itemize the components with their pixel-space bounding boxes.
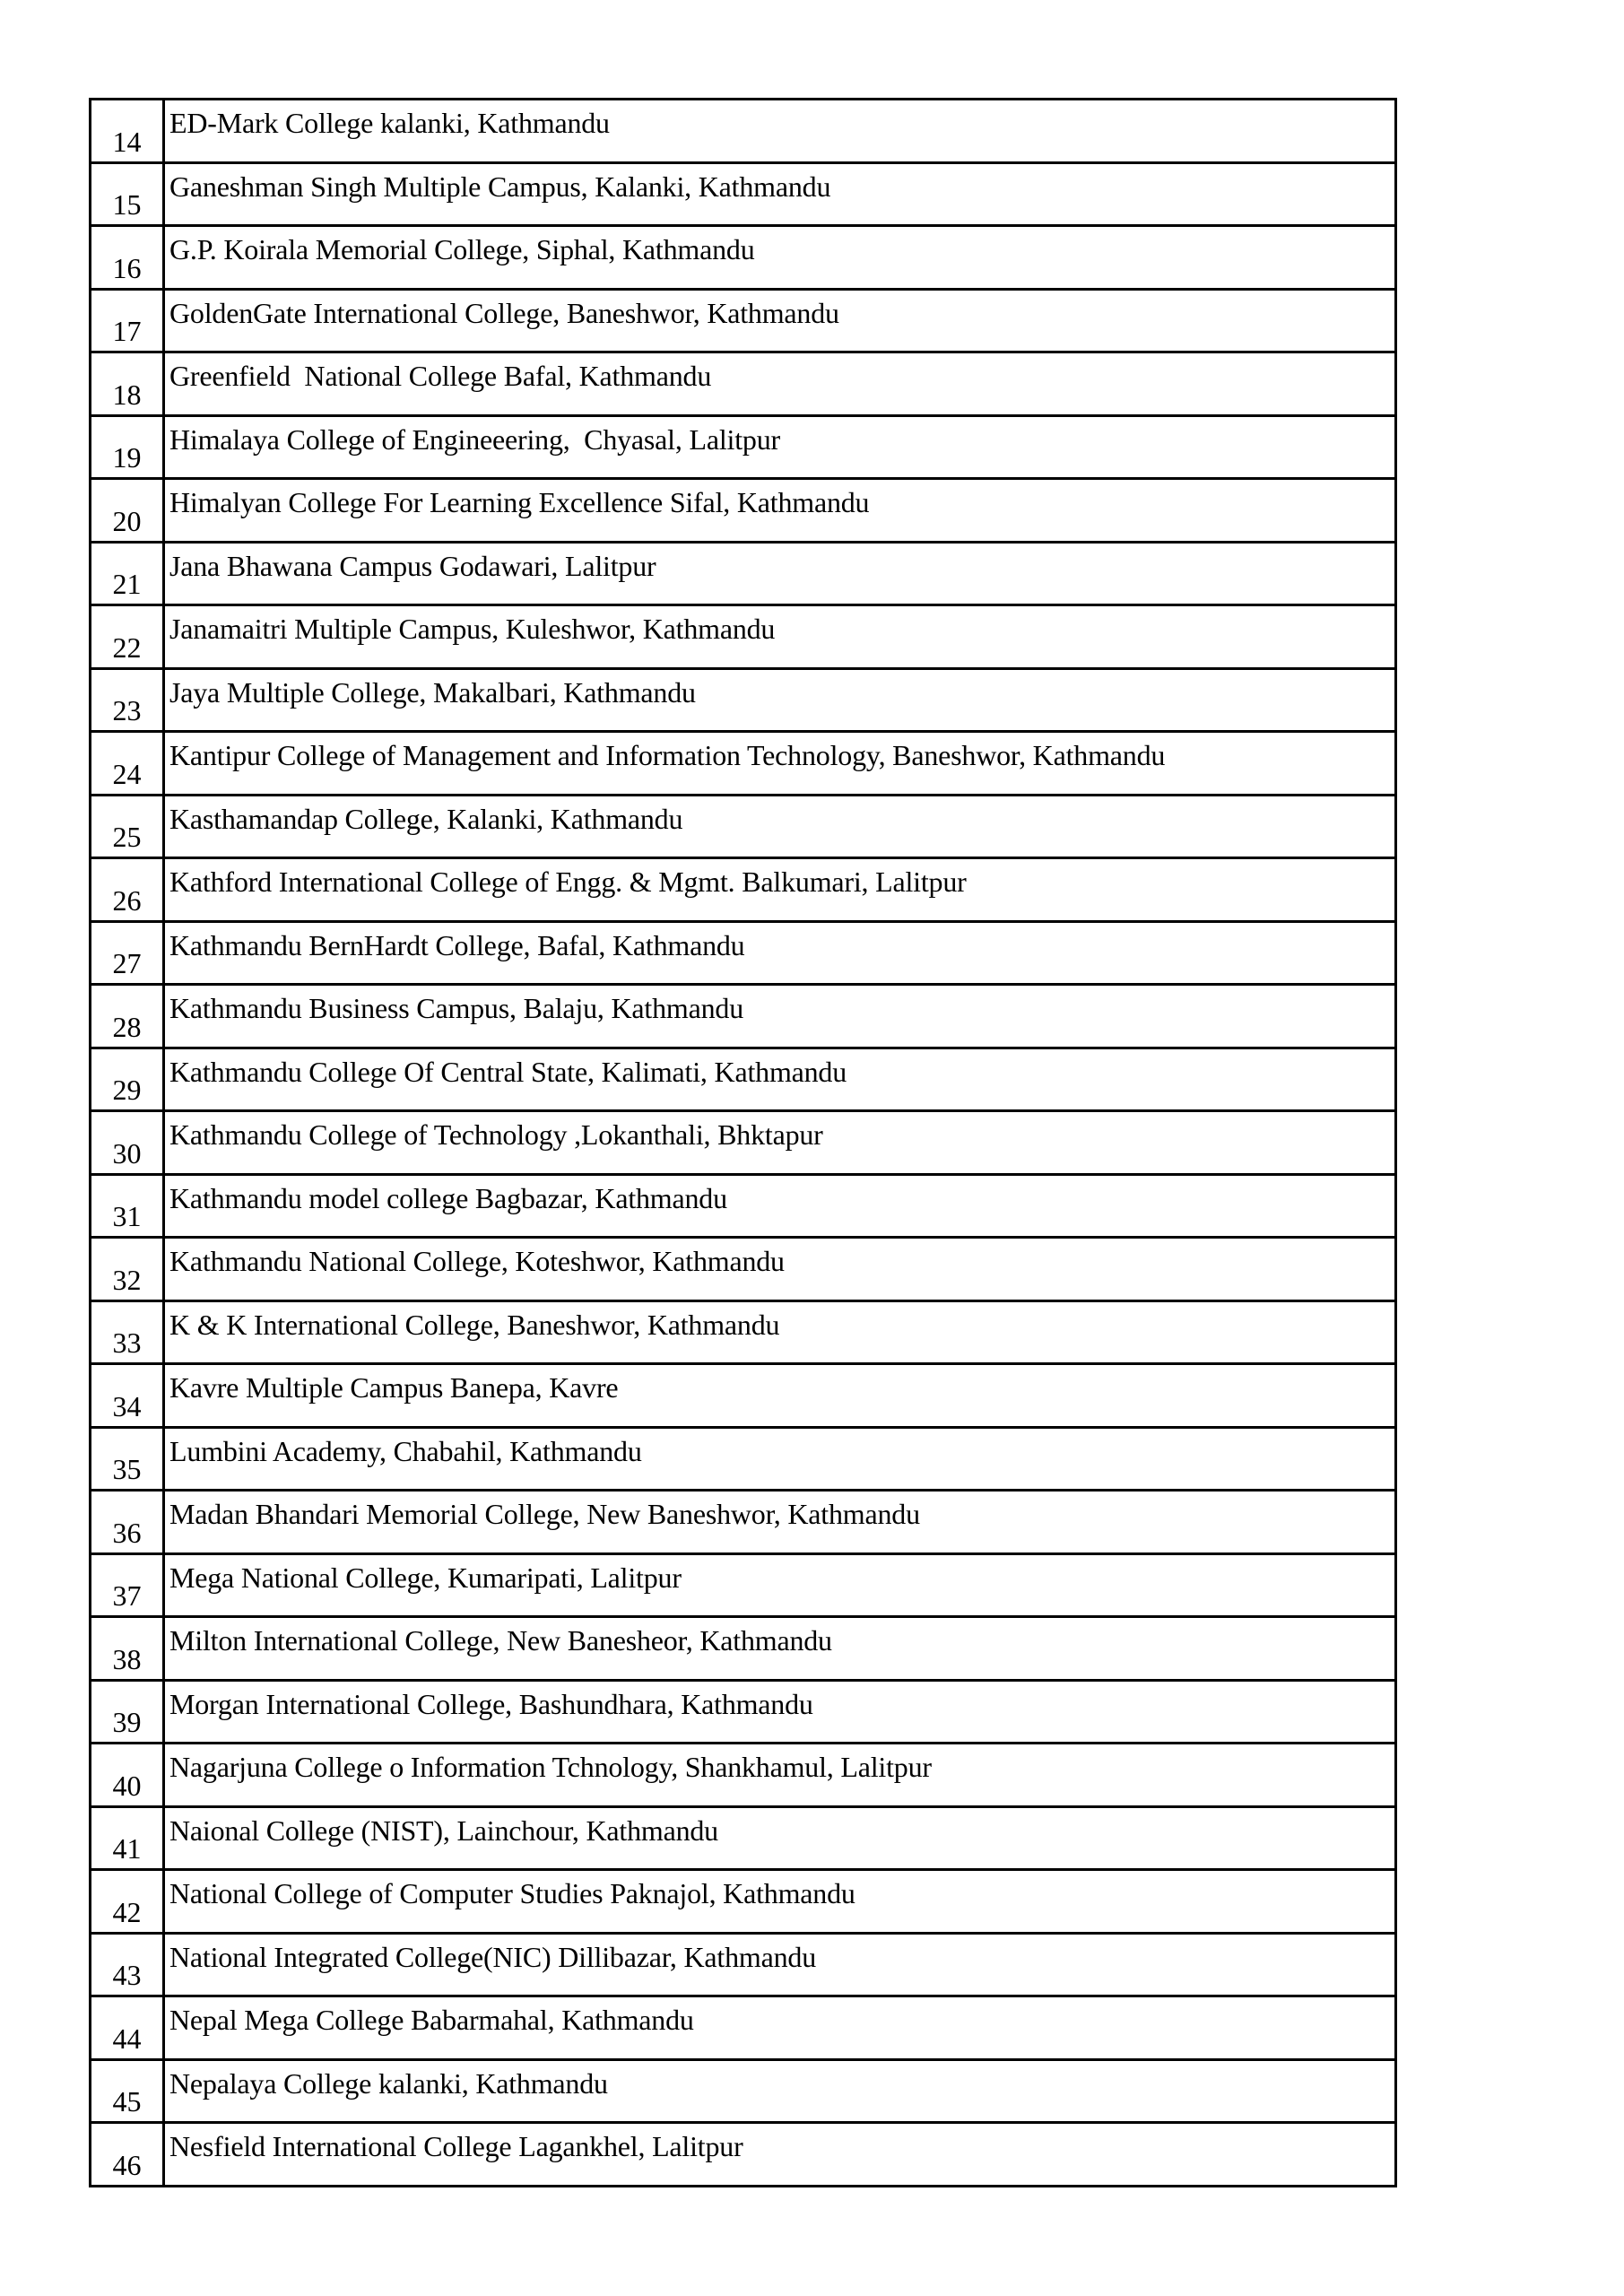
row-number: 21: [91, 544, 165, 604]
row-number: 25: [91, 796, 165, 857]
row-number: 24: [91, 733, 165, 794]
college-name: Kathmandu College of Technology ,Lokanthali, Bhktapur: [169, 1118, 823, 1151]
row-number: 20: [91, 480, 165, 541]
college-name: Jaya Multiple College, Makalbari, Kathmandu: [169, 675, 696, 709]
college-name: Morgan International College, Bashundhara, Kathmandu: [169, 1687, 813, 1720]
row-number: 40: [91, 1744, 165, 1805]
college-name: ED-Mark College kalanki, Kathmandu: [169, 107, 610, 139]
college-name: Milton International College, New Banesheor, Kathmandu: [169, 1624, 832, 1657]
college-name: Himalaya College of Engineeering, Chyasal, Lalitpur: [169, 422, 780, 456]
college-name: Nesfield International College Lagankhel, Lalitpur: [169, 2130, 743, 2162]
table-row: [91, 291, 1394, 354]
table-row: [91, 1492, 1394, 1555]
table-row: [91, 1365, 1394, 1429]
row-number: 32: [91, 1239, 165, 1300]
college-name: Ganeshman Singh Multiple Campus, Kalanki, Kathmandu: [169, 170, 831, 203]
table-row: [91, 2061, 1394, 2125]
college-name: Naional College (NIST), Lainchour, Kathmandu: [169, 1813, 718, 1847]
college-name: Kathmandu College Of Central State, Kalimati, Kathmandu: [169, 1055, 847, 1088]
table-row: [91, 859, 1394, 923]
table-row: [91, 1555, 1394, 1619]
table-row: [91, 670, 1394, 734]
college-name: GoldenGate International College, Baneshwor, Kathmandu: [169, 296, 839, 329]
row-number: 34: [91, 1365, 165, 1426]
college-name: Kathmandu National College, Koteshwor, Kathmandu: [169, 1245, 785, 1277]
row-number: 28: [91, 986, 165, 1047]
row-number: 35: [91, 1429, 165, 1490]
college-name: Lumbini Academy, Chabahil, Kathmandu: [169, 1434, 642, 1467]
college-name: Kathford International College of Engg. & Mgmt. Balkumari, Lalitpur: [169, 865, 967, 898]
table-row: [91, 1176, 1394, 1239]
table-row: [91, 796, 1394, 860]
college-name: Janamaitri Multiple Campus, Kuleshwor, Kathmandu: [169, 613, 776, 645]
table-row: [91, 100, 1394, 164]
row-number: 37: [91, 1555, 165, 1616]
table-row: [91, 606, 1394, 670]
row-number: 44: [91, 1997, 165, 2058]
table-row: [91, 1049, 1394, 1113]
row-number: 23: [91, 670, 165, 731]
college-name: Kavre Multiple Campus Banepa, Kavre: [169, 1371, 619, 1404]
college-name: Kathmandu BernHardt College, Bafal, Kathmandu: [169, 928, 745, 961]
row-number: 26: [91, 859, 165, 920]
college-name: Kantipur College of Management and Information Technology, Baneshwor, Kathmandu: [169, 739, 1166, 771]
table-row: [91, 480, 1394, 544]
table-row: [91, 164, 1394, 228]
table-row: [91, 2124, 1394, 2187]
college-name: National Integrated College(NIC) Dillibazar, Kathmandu: [169, 1940, 816, 1973]
row-number: 15: [91, 164, 165, 225]
college-name: Kathmandu Business Campus, Balaju, Kathmandu: [169, 992, 744, 1024]
college-list-table: [89, 98, 1397, 2187]
row-number: 17: [91, 291, 165, 352]
row-number: 16: [91, 227, 165, 288]
college-name: G.P. Koirala Memorial College, Siphal, Kathmandu: [169, 233, 755, 265]
college-name: Nagarjuna College o Information Tchnology, Shankhamul, Lalitpur: [169, 1751, 932, 1783]
row-number: 39: [91, 1682, 165, 1743]
row-number: 18: [91, 353, 165, 414]
row-number: 29: [91, 1049, 165, 1110]
row-number: 22: [91, 606, 165, 667]
table-row: [91, 1744, 1394, 1808]
table-row: [91, 1871, 1394, 1935]
table-row: [91, 353, 1394, 417]
college-name: K & K International College, Baneshwor, Kathmandu: [169, 1308, 780, 1341]
college-name: Nepal Mega College Babarmahal, Kathmandu: [169, 2004, 694, 2036]
college-name: Madan Bhandari Memorial College, New Baneshwor, Kathmandu: [169, 1498, 920, 1530]
table-row: [91, 544, 1394, 607]
row-number: 19: [91, 417, 165, 478]
row-number: 46: [91, 2124, 165, 2185]
row-number: 14: [91, 100, 165, 161]
table-row: [91, 1618, 1394, 1682]
row-number: 42: [91, 1871, 165, 1932]
row-number: 33: [91, 1302, 165, 1363]
table-row: [91, 986, 1394, 1049]
college-name: Mega National College, Kumaripati, Lalitpur: [169, 1561, 682, 1594]
table-row: [91, 1302, 1394, 1366]
table-row: [91, 1239, 1394, 1302]
college-name: Jana Bhawana Campus Godawari, Lalitpur: [169, 549, 656, 582]
college-name: National College of Computer Studies Paknajol, Kathmandu: [169, 1877, 855, 1909]
table-row: [91, 417, 1394, 481]
table-row: [91, 1935, 1394, 1998]
row-number: 31: [91, 1176, 165, 1237]
table-row: [91, 733, 1394, 796]
row-number: 43: [91, 1935, 165, 1996]
table-row: [91, 1997, 1394, 2061]
table-row: [91, 1112, 1394, 1176]
college-name: Nepalaya College kalanki, Kathmandu: [169, 2066, 608, 2100]
row-number: 45: [91, 2061, 165, 2122]
row-number: 27: [91, 923, 165, 984]
table-row: [91, 923, 1394, 987]
row-number: 41: [91, 1808, 165, 1869]
row-number: 30: [91, 1112, 165, 1173]
college-name: Himalyan College For Learning Excellence Sifal, Kathmandu: [169, 486, 870, 518]
table-row: [91, 1429, 1394, 1492]
row-number: 38: [91, 1618, 165, 1679]
table-row: [91, 227, 1394, 291]
row-number: 36: [91, 1492, 165, 1552]
table-row: [91, 1808, 1394, 1872]
table-row: [91, 1682, 1394, 1745]
college-name: Kathmandu model college Bagbazar, Kathmandu: [169, 1181, 727, 1214]
college-name: Greenfield National College Bafal, Kathmandu: [169, 360, 712, 392]
college-name: Kasthamandap College, Kalanki, Kathmandu: [169, 802, 683, 835]
